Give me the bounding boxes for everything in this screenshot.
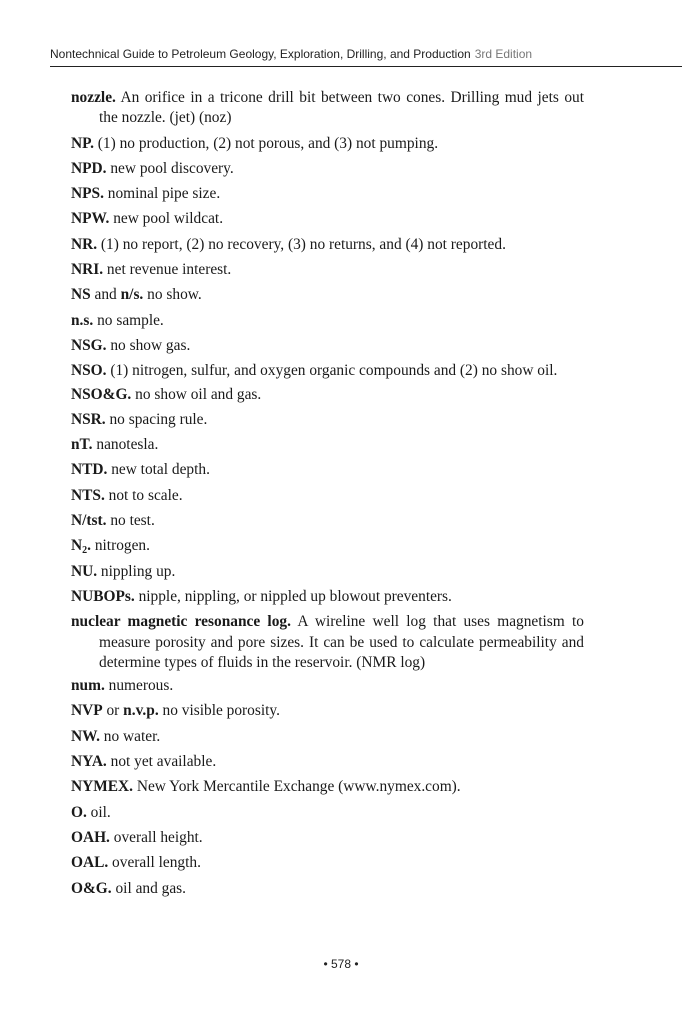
entry-definition: (1) nitrogen, sulfur, and oxygen organic compounds and (2) no show oil. xyxy=(106,362,558,380)
glossary-entry-nt xyxy=(71,435,584,455)
entry-term: NP. xyxy=(71,134,94,152)
entry-term: OAL. xyxy=(71,854,109,872)
glossary-entry-o xyxy=(71,803,584,823)
entry-definition: no spacing rule. xyxy=(105,410,208,428)
glossary-entry-nr xyxy=(71,235,584,255)
entry-term: NYA. xyxy=(71,753,107,771)
glossary-entry-oah xyxy=(71,828,584,848)
page-number: • 578 • xyxy=(323,957,359,971)
glossary-entry-nso xyxy=(71,361,584,381)
entry-definition: (1) no report, (2) no recovery, (3) no returns, and (4) not reported. xyxy=(97,235,506,253)
entry-term: NTD. xyxy=(71,461,108,479)
entry-definition: nipple, nippling, or nippled up blowout preventers. xyxy=(134,587,452,605)
entry-term: NPD. xyxy=(71,159,107,177)
entry-definition: oil and gas. xyxy=(111,879,187,897)
entry-term-alt: n.v.p. xyxy=(123,702,159,720)
entry-term xyxy=(71,537,91,557)
glossary-entry-nps xyxy=(71,184,584,204)
glossary-entry-n2 xyxy=(71,536,584,556)
glossary-entry-nymex xyxy=(71,777,584,797)
entry-definition: no visible porosity. xyxy=(158,702,280,720)
entry-term: NUBOPs. xyxy=(71,587,135,605)
entry-term: num. xyxy=(71,677,105,695)
entry-term: n.s. xyxy=(71,311,94,329)
entry-term: NSO. xyxy=(71,362,107,380)
entry-definition: net revenue interest. xyxy=(103,261,232,279)
entry-definition: not to scale. xyxy=(104,486,183,504)
entry-definition: nanotesla. xyxy=(92,436,159,454)
entry-term: N/tst. xyxy=(71,512,107,530)
glossary-entry-nsg xyxy=(71,336,584,356)
entry-term: NTS. xyxy=(71,486,105,504)
entry-term: NSG. xyxy=(71,336,107,354)
glossary-entry-nozzle xyxy=(71,88,584,129)
entry-term-base: N xyxy=(71,537,83,555)
glossary-entry-nu xyxy=(71,562,584,582)
glossary-entry-nmr-log xyxy=(71,612,584,673)
entry-term: nT. xyxy=(71,436,93,454)
entry-connector: or xyxy=(102,702,124,720)
glossary-entry-num xyxy=(71,676,584,696)
entry-definition: overall height. xyxy=(109,828,203,846)
entry-term: NSO&G. xyxy=(71,385,132,403)
entry-term: nozzle. xyxy=(71,89,116,106)
entry-term: NPW. xyxy=(71,210,110,228)
entry-term: NYMEX. xyxy=(71,778,133,796)
glossary-entry-npd xyxy=(71,159,584,179)
entry-definition: not yet available. xyxy=(106,753,217,771)
entry-term: nuclear magnetic resonance log. xyxy=(71,613,291,631)
entry-definition: no sample. xyxy=(93,311,164,329)
running-head xyxy=(50,47,682,67)
entry-term: O&G. xyxy=(71,879,112,897)
entry-definition: nitrogen. xyxy=(90,537,150,555)
glossary-entry-n-tst xyxy=(71,511,584,531)
entry-definition: new pool discovery. xyxy=(106,159,234,177)
entry-term: O. xyxy=(71,803,87,821)
entry-definition: overall length. xyxy=(108,854,201,872)
entry-connector: and xyxy=(90,286,121,304)
entry-term: OAH. xyxy=(71,828,110,846)
entry-term: NRI. xyxy=(71,261,104,279)
entry-term: NVP xyxy=(71,702,103,720)
glossary-entry-nvp xyxy=(71,701,584,721)
glossary-entry-n-s xyxy=(71,311,584,331)
entry-definition: nominal pipe size. xyxy=(103,185,221,203)
glossary-entry-nts xyxy=(71,486,584,506)
entry-definition: no show. xyxy=(143,286,202,304)
entry-definition: New York Mercantile Exchange (www.nymex.com). xyxy=(132,778,461,796)
entry-definition: new pool wildcat. xyxy=(109,210,224,228)
glossary-entries xyxy=(71,88,584,904)
entry-definition: no test. xyxy=(106,512,155,530)
entry-term-end: . xyxy=(87,537,91,555)
glossary-entry-nsog xyxy=(71,385,584,405)
entry-term-subscript: 2 xyxy=(82,545,88,557)
entry-definition: no water. xyxy=(99,727,161,745)
entry-definition: numerous. xyxy=(104,677,174,695)
entry-definition: A wireline well log that uses magnetism to measure porosity and pore sizes. It can be used to calculate permeability and determine types of fluids in the reservoir. (NMR log) xyxy=(99,613,584,671)
entry-term: NW. xyxy=(71,727,100,745)
entry-term: NS xyxy=(71,286,91,304)
glossary-entry-og xyxy=(71,879,584,899)
glossary-entry-npw xyxy=(71,209,584,229)
entry-definition: no show gas. xyxy=(106,336,191,354)
entry-definition: oil. xyxy=(86,803,111,821)
glossary-entry-np xyxy=(71,134,584,154)
entry-definition: nippling up. xyxy=(97,562,176,580)
glossary-entry-nsr xyxy=(71,410,584,430)
glossary-entry-nubops xyxy=(71,587,584,607)
glossary-entry-nw xyxy=(71,727,584,747)
glossary-entry-ns xyxy=(71,285,584,305)
entry-term-alt: n/s. xyxy=(120,286,144,304)
glossary-entry-ntd xyxy=(71,460,584,480)
entry-definition: (1) no production, (2) not porous, and (3) not pumping. xyxy=(93,134,439,152)
glossary-entry-oal xyxy=(71,853,584,873)
entry-definition: new total depth. xyxy=(107,461,210,479)
entry-definition: An orifice in a tricone drill bit between two cones. Drilling mud jets out the nozzle. (jet) (noz) xyxy=(99,89,584,127)
glossary-entry-nri xyxy=(71,260,584,280)
entry-term: NU. xyxy=(71,562,98,580)
entry-term: NSR. xyxy=(71,410,106,428)
entry-term: NR. xyxy=(71,235,98,253)
glossary-entry-nya xyxy=(71,752,584,772)
entry-term: NPS. xyxy=(71,185,104,203)
entry-definition: no show oil and gas. xyxy=(131,385,262,403)
book-title: Nontechnical Guide to Petroleum Geology, Exploration, Drilling, and Production xyxy=(50,47,471,61)
edition-label: 3rd Edition xyxy=(474,47,533,61)
